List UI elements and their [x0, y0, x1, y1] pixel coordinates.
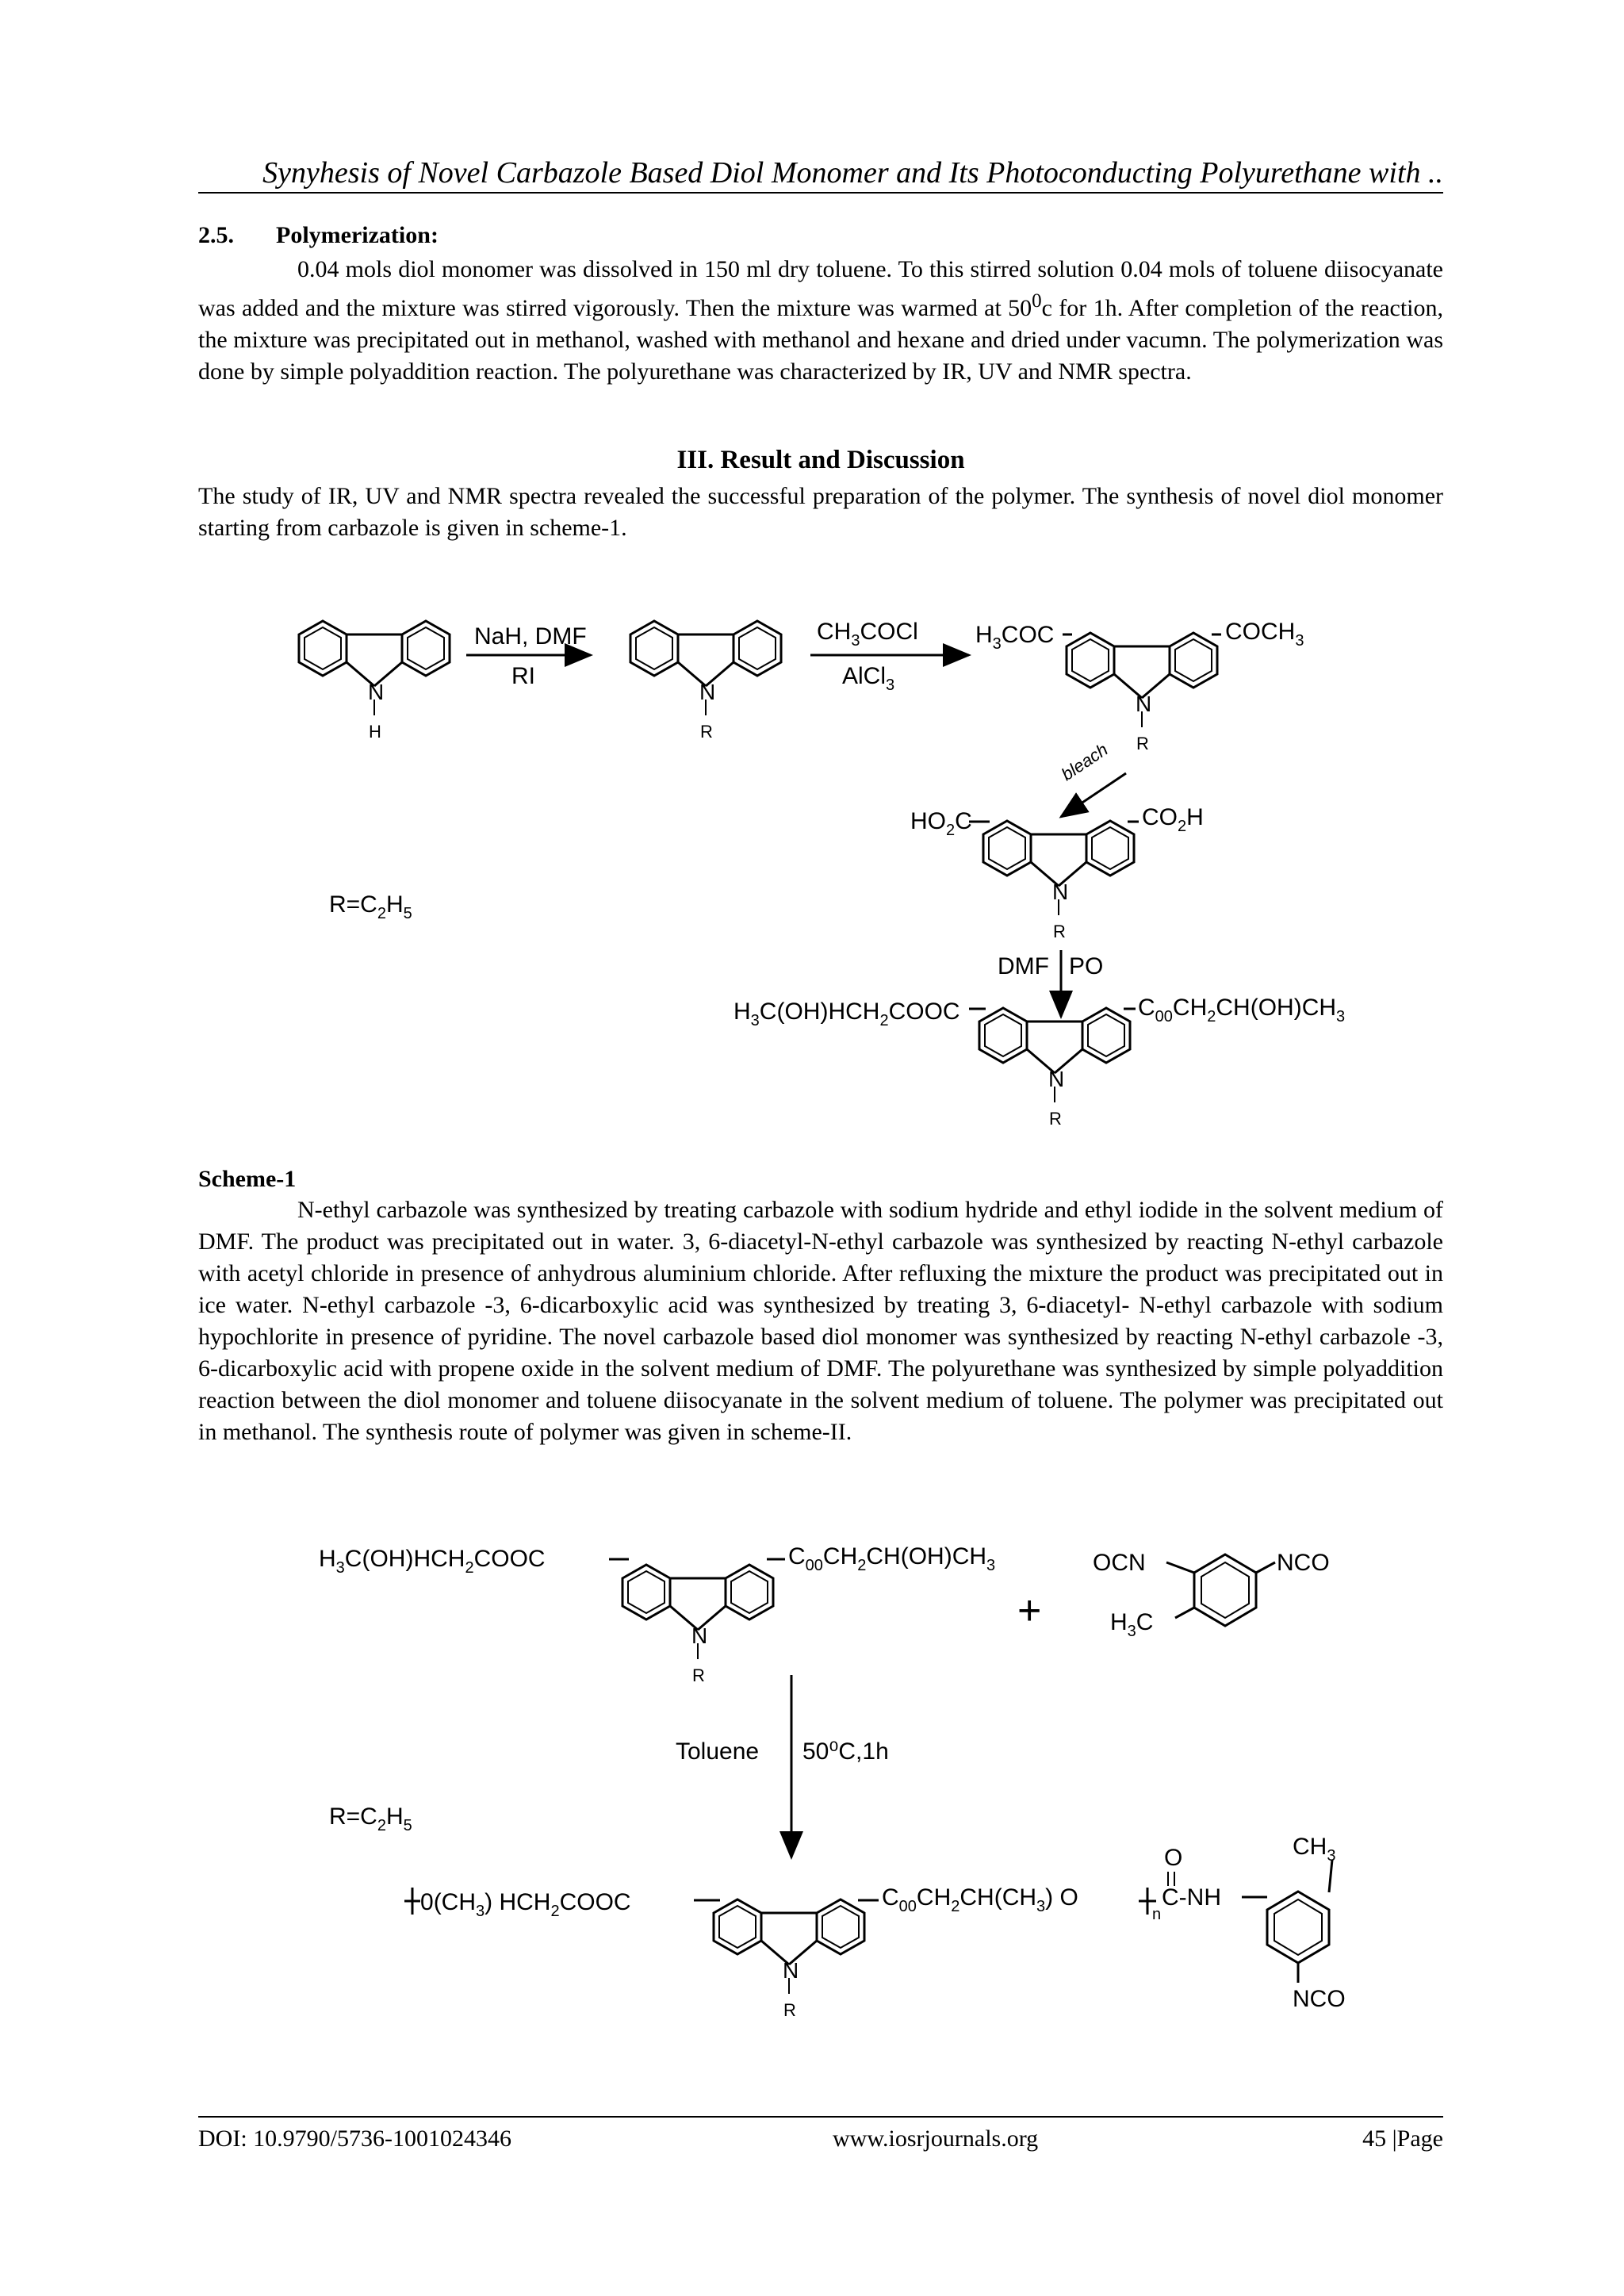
footer-page: 45 |Page [1362, 2125, 1443, 2152]
section-title: Polymerization: [276, 222, 439, 248]
atom-n: N [1052, 880, 1069, 904]
atom-r: R [692, 1665, 705, 1685]
step2-reagent-top: $CH_3COCl$ [817, 619, 918, 650]
atom-n: N [1136, 692, 1152, 716]
isocyanate-label: NCO [1293, 1986, 1346, 2012]
polymerization-degree-sup: 0 [1032, 290, 1042, 312]
condition-right: 50⁰C,1h [802, 1738, 889, 1765]
tdi-nco-label: NCO [1277, 1550, 1330, 1576]
polymer-right-label: $C_{00}CH_2CH(CH_3)$ O [882, 1884, 1078, 1915]
tdi-methyl-label: $H_3C$ [1110, 1609, 1154, 1640]
acid-right-label: $CO_2H$ [1142, 804, 1204, 835]
scheme-2-diagram [0, 1499, 1624, 2054]
r-definition-2: $R=C_2H_5$ [329, 1803, 412, 1834]
atom-n: N [783, 1958, 799, 1983]
step4-reagent-left: DMF [998, 953, 1049, 979]
atom-n: N [368, 680, 385, 704]
atom-r: R [1053, 922, 1066, 941]
step1-reagent-bottom: RI [511, 663, 535, 689]
step2-reagent-bottom: AlCl$_3$ [842, 663, 895, 694]
scheme-1-diagram [0, 587, 1624, 1158]
step4-reagent-right: PO [1069, 953, 1104, 979]
atom-n: N [699, 680, 716, 704]
r-definition-1: $R=C_2H_5$ [329, 891, 412, 922]
running-header: Synyhesis of Novel Carbazole Based Diol Monomer and Its Photoconducting Polyurethane with .. [262, 156, 1443, 190]
step3-reagent: bleach [1057, 739, 1112, 785]
atom-n: N [691, 1623, 708, 1648]
tdi-ocn-label: OCN [1093, 1550, 1146, 1576]
atom-r: R [1136, 734, 1149, 753]
result-intro-paragraph: The study of IR, UV and NMR spectra revealed the successful preparation of the polymer. The synthesis of novel diol monomer starting from carbazole is given in scheme-1. [198, 483, 1443, 541]
polymerization-paragraph [198, 254, 1443, 388]
atom-r: R [1049, 1109, 1062, 1129]
methyl-label: $CH_3$ [1293, 1834, 1336, 1865]
header-rule [198, 192, 1443, 194]
monomer-right-label: $C_{00}CH_2CH(OH)CH_3$ [788, 1543, 996, 1574]
subscript-n: n [1152, 1906, 1162, 1923]
polymerization-text-b: c for 1h. After completion of the reaction, the mixture was precipitated out in methanol, washed with methanol and hexane and dried under vacumn. The polymerization was done by simple polyaddition reaction. The polyurethane was characterized by IR, UV and NMR spectra. [198, 295, 1443, 385]
section-heading-3: III. Result and Discussion [676, 446, 965, 474]
polymer-left-label: $0(CH_3)$ $HCH_2COOC$ [420, 1889, 631, 1920]
section-number: 2.5. [198, 222, 234, 248]
plus-sign: + [1017, 1588, 1042, 1634]
atom-h: H [369, 722, 381, 742]
section-heading-2-5 [198, 222, 439, 249]
amide-label: C-NH [1162, 1884, 1221, 1911]
carbonyl-o: O [1164, 1845, 1183, 1871]
acetyl-left-label: $H_3COC$ [975, 622, 1055, 653]
atom-n: N [1048, 1067, 1065, 1091]
footer-doi: DOI: 10.9790/5736-1001024346 [198, 2125, 511, 2152]
monomer-left-label: $H_3C(OH)HCH_2COOC$ [319, 1546, 546, 1577]
discussion-paragraph: N-ethyl carbazole was synthesized by treating carbazole with sodium hydride and ethyl iodide in the solvent medium of DMF. The product was precipitated out in water. 3, 6-diacetyl-N-ethyl carbazole was synthesized by reacting N-ethyl carbazole with acetyl chloride in presence of anhydrous aluminium chloride. After refluxing the mixture the product was precipitated out in ice water. N-ethyl carbazole -3, 6-dicarboxylic acid was synthesized by treating 3, 6-diacetyl- N-ethyl carbazole with sodium hypochlorite in presence of pyridine. The novel carbazole based diol monomer was synthesized by reacting N-ethyl carbazole -3, 6-dicarboxylic acid with propene oxide in the solvent medium of DMF. The polyurethane was synthesized by simple polyaddition reaction between the diol monomer and toluene diisocyanate in the solvent medium of toluene. The polymer was precipitated out in methanol. The synthesis route of polymer was given in scheme-II. [198, 1197, 1443, 1445]
condition-left: Toluene [676, 1738, 760, 1765]
atom-r: R [700, 722, 713, 742]
step1-reagent-top: NaH, DMF [474, 623, 587, 650]
ester-left-label: $H_3C(OH)HCH_2COOC$ [733, 999, 960, 1029]
footer-rule [198, 2116, 1443, 2118]
polymerization-text-a: 0.04 mols diol monomer was dissolved in 150 ml dry toluene. To this stirred solution 0.04 mols of toluene diisocyanate was added and the mixture was stirred vigorously. Then the mixture was warmed at 50 [198, 256, 1443, 321]
atom-r: R [783, 2000, 796, 2020]
scheme-1-label: Scheme-1 [198, 1166, 297, 1192]
acetyl-right-label: $COCH_3$ [1225, 619, 1304, 650]
ester-right-label: $C_{00}CH_2CH(OH)CH_3$ [1138, 995, 1346, 1025]
footer-website: www.iosrjournals.org [833, 2125, 1039, 2152]
acid-left-label: $HO_2C$ [910, 808, 972, 839]
